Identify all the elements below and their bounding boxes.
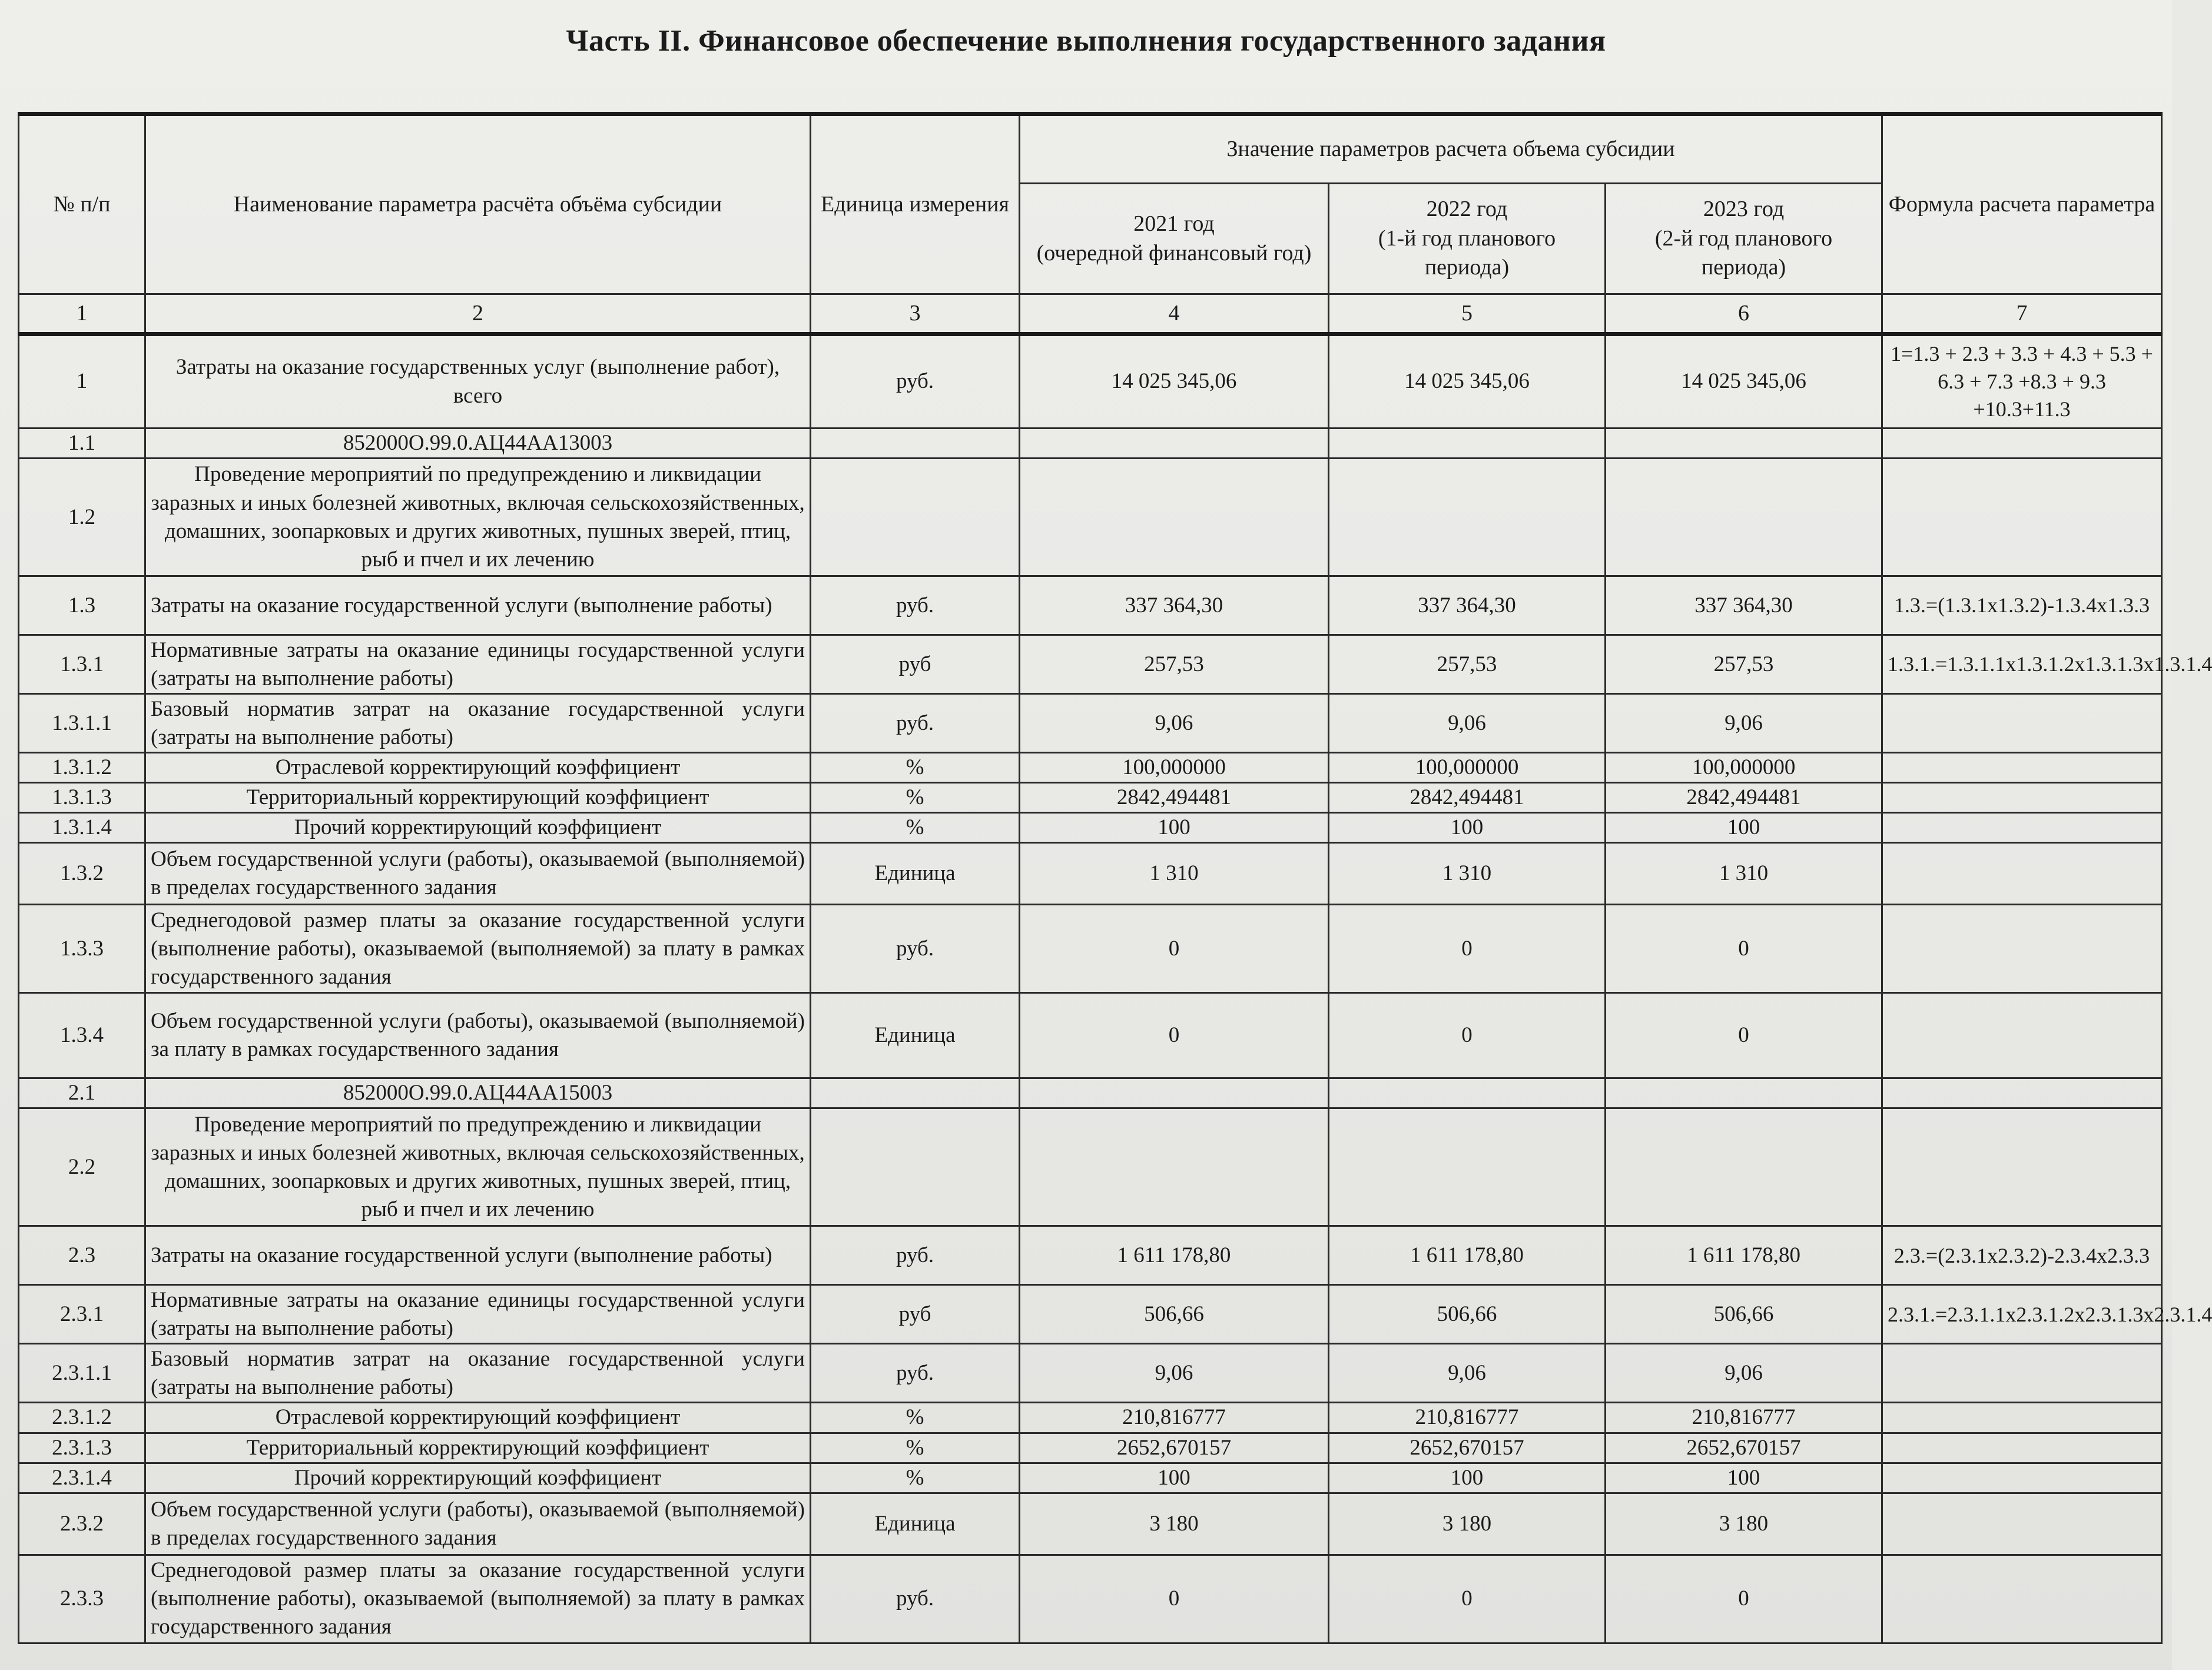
- value-2021-cell: 100: [1020, 1463, 1329, 1493]
- value-2023-cell: 9,06: [1606, 694, 1882, 753]
- header-formula: Формула расчета параметра: [1882, 114, 2162, 294]
- value-2023-cell: 337 364,30: [1606, 576, 1882, 635]
- header-year-2022: 2022 год (1-й год планового периода): [1329, 184, 1606, 294]
- parameter-name-cell: Территориальный корректирующий коэффициент: [145, 783, 811, 813]
- row-number-cell: 1.3.1.3: [19, 783, 145, 813]
- formula-cell: [1882, 1433, 2162, 1463]
- formula-cell: [1882, 1403, 2162, 1433]
- value-2021-cell: [1020, 429, 1329, 459]
- table-row: [19, 694, 2162, 753]
- formula-cell: [1882, 1463, 2162, 1493]
- value-2022-cell: 0: [1329, 905, 1606, 993]
- parameter-name-cell: Базовый норматив затрат на оказание государственной услуги (затраты на выполнение работы): [145, 1344, 811, 1403]
- value-2022-cell: 14 025 345,06: [1329, 334, 1606, 429]
- row-number-cell: 2.2: [19, 1108, 145, 1226]
- formula-cell: [1882, 1108, 2162, 1226]
- table-row: [19, 783, 2162, 813]
- row-number-cell: 1.3.1.1: [19, 694, 145, 753]
- row-number-cell: 1.3.2: [19, 843, 145, 905]
- value-2023-cell: 506,66: [1606, 1285, 1882, 1344]
- value-2023-cell: 14 025 345,06: [1606, 334, 1882, 429]
- value-2022-cell: 0: [1329, 1555, 1606, 1643]
- parameter-name-cell: Прочий корректирующий коэффициент: [145, 1463, 811, 1493]
- table-row: [19, 1344, 2162, 1403]
- column-number: 6: [1606, 294, 1882, 334]
- table-row: [19, 1078, 2162, 1108]
- table-row: [19, 993, 2162, 1078]
- value-2023-cell: 0: [1606, 993, 1882, 1078]
- unit-cell: [811, 459, 1020, 576]
- value-2022-cell: 9,06: [1329, 1344, 1606, 1403]
- unit-cell: %: [811, 783, 1020, 813]
- parameter-name-cell: Среднегодовой размер платы за оказание государственной услуги (выполнение работы), оказываемой (выполняемой) за плату в рамках государственного задания: [145, 905, 811, 993]
- table-row: [19, 1463, 2162, 1493]
- formula-cell: [1882, 1493, 2162, 1555]
- table-row: [19, 1226, 2162, 1285]
- unit-cell: %: [811, 1463, 1020, 1493]
- value-2022-cell: 0: [1329, 993, 1606, 1078]
- parameter-name-cell: Нормативные затраты на оказание единицы государственной услуги (затраты на выполнение работы): [145, 1285, 811, 1344]
- unit-cell: Единица: [811, 1493, 1020, 1555]
- formula-cell: 1.3.=(1.3.1х1.3.2)-1.3.4х1.3.3: [1882, 576, 2162, 635]
- unit-cell: %: [811, 813, 1020, 843]
- formula-cell: 2.3.=(2.3.1х2.3.2)-2.3.4х2.3.3: [1882, 1226, 2162, 1285]
- value-2023-cell: 9,06: [1606, 1344, 1882, 1403]
- column-number: 5: [1329, 294, 1606, 334]
- unit-cell: %: [811, 1403, 1020, 1433]
- formula-cell: [1882, 429, 2162, 459]
- value-2023-cell: 257,53: [1606, 635, 1882, 694]
- value-2022-cell: 9,06: [1329, 694, 1606, 753]
- formula-cell: [1882, 459, 2162, 576]
- unit-cell: руб.: [811, 905, 1020, 993]
- row-number-cell: 2.3.1.1: [19, 1344, 145, 1403]
- unit-cell: Единица: [811, 993, 1020, 1078]
- value-2022-cell: 2842,494481: [1329, 783, 1606, 813]
- value-2023-cell: 3 180: [1606, 1493, 1882, 1555]
- formula-cell: [1882, 905, 2162, 993]
- parameter-name-cell: Базовый норматив затрат на оказание государственной услуги (затраты на выполнение работы): [145, 694, 811, 753]
- parameter-name-cell: Затраты на оказание государственной услуги (выполнение работы): [145, 1226, 811, 1285]
- value-2023-cell: [1606, 429, 1882, 459]
- row-number-cell: 1.3.4: [19, 993, 145, 1078]
- value-2021-cell: 100,000000: [1020, 753, 1329, 783]
- value-2023-cell: 1 611 178,80: [1606, 1226, 1882, 1285]
- value-2021-cell: 9,06: [1020, 1344, 1329, 1403]
- parameter-name-cell: Отраслевой корректирующий коэффициент: [145, 1403, 811, 1433]
- value-2022-cell: 3 180: [1329, 1493, 1606, 1555]
- value-2022-cell: [1329, 1108, 1606, 1226]
- header-parameter-name: Наименование параметра расчёта объёма субсидии: [145, 114, 811, 294]
- unit-cell: [811, 1108, 1020, 1226]
- row-number-cell: 1.3: [19, 576, 145, 635]
- table-row: [19, 1285, 2162, 1344]
- table-row: [19, 905, 2162, 993]
- table-row: [19, 1555, 2162, 1643]
- parameter-name-cell: 852000О.99.0.АЦ44АА13003: [145, 429, 811, 459]
- value-2022-cell: [1329, 1078, 1606, 1108]
- unit-cell: %: [811, 753, 1020, 783]
- value-2022-cell: 210,816777: [1329, 1403, 1606, 1433]
- unit-cell: [811, 1078, 1020, 1108]
- value-2021-cell: 1 310: [1020, 843, 1329, 905]
- value-2021-cell: [1020, 1108, 1329, 1226]
- row-number-cell: 1.3.1.4: [19, 813, 145, 843]
- formula-cell: [1882, 813, 2162, 843]
- value-2022-cell: [1329, 429, 1606, 459]
- column-number: 3: [811, 294, 1020, 334]
- unit-cell: руб.: [811, 1344, 1020, 1403]
- value-2023-cell: [1606, 1078, 1882, 1108]
- value-2023-cell: 2652,670157: [1606, 1433, 1882, 1463]
- value-2021-cell: 210,816777: [1020, 1403, 1329, 1433]
- unit-cell: Единица: [811, 843, 1020, 905]
- unit-cell: руб.: [811, 1226, 1020, 1285]
- row-number-cell: 2.1: [19, 1078, 145, 1108]
- table-row: [19, 813, 2162, 843]
- value-2021-cell: 2652,670157: [1020, 1433, 1329, 1463]
- formula-cell: [1882, 783, 2162, 813]
- parameter-name-cell: Затраты на оказание государственных услуг (выполнение работ), всего: [145, 334, 811, 429]
- unit-cell: [811, 429, 1020, 459]
- value-2023-cell: [1606, 459, 1882, 576]
- unit-cell: %: [811, 1433, 1020, 1463]
- value-2023-cell: 2842,494481: [1606, 783, 1882, 813]
- value-2023-cell: 210,816777: [1606, 1403, 1882, 1433]
- row-number-cell: 1.3.3: [19, 905, 145, 993]
- table-row: [19, 576, 2162, 635]
- unit-cell: руб.: [811, 334, 1020, 429]
- value-2022-cell: 2652,670157: [1329, 1433, 1606, 1463]
- value-2021-cell: 0: [1020, 905, 1329, 993]
- unit-cell: руб.: [811, 694, 1020, 753]
- row-number-cell: 1.1: [19, 429, 145, 459]
- parameter-name-cell: Нормативные затраты на оказание единицы государственной услуги (затраты на выполнение работы): [145, 635, 811, 694]
- value-2021-cell: 3 180: [1020, 1493, 1329, 1555]
- value-2022-cell: 100,000000: [1329, 753, 1606, 783]
- header-number: № п/п: [19, 114, 145, 294]
- formula-cell: [1882, 1344, 2162, 1403]
- column-number: 4: [1020, 294, 1329, 334]
- formula-cell: 2.3.1.=2.3.1.1х2.3.1.2х2.3.1.3х2.3.1.4: [1882, 1285, 2162, 1344]
- value-2021-cell: [1020, 1078, 1329, 1108]
- formula-cell: [1882, 1078, 2162, 1108]
- row-number-cell: 2.3.1.4: [19, 1463, 145, 1493]
- unit-cell: руб.: [811, 1555, 1020, 1643]
- parameter-name-cell: Проведение мероприятий по предупреждению и ликвидации заразных и иных болезней животных, включая сельскохозяйственных, домашних, зоопарковых и других животных, пушных зверей, птиц, рыб и пчел и их лечению: [145, 459, 811, 576]
- parameter-name-cell: Объем государственной услуги (работы), оказываемой (выполняемой) в пределах государственного задания: [145, 843, 811, 905]
- value-2021-cell: 9,06: [1020, 694, 1329, 753]
- table-row: [19, 1433, 2162, 1463]
- table-row: [19, 1108, 2162, 1226]
- formula-cell: [1882, 1555, 2162, 1643]
- value-2021-cell: 1 611 178,80: [1020, 1226, 1329, 1285]
- page-title: Часть II. Финансовое обеспечение выполнения государственного задания: [566, 24, 1606, 58]
- column-number: 7: [1882, 294, 2162, 334]
- value-2021-cell: [1020, 459, 1329, 576]
- parameter-name-cell: Объем государственной услуги (работы), оказываемой (выполняемой) за плату в рамках государственного задания: [145, 993, 811, 1078]
- unit-cell: руб: [811, 1285, 1020, 1344]
- value-2023-cell: 100,000000: [1606, 753, 1882, 783]
- formula-cell: 1.3.1.=1.3.1.1х1.3.1.2х1.3.1.3х1.3.1.4: [1882, 635, 2162, 694]
- column-number: 2: [145, 294, 811, 334]
- header-values-group: Значение параметров расчета объема субсидии: [1020, 114, 1882, 184]
- row-number-cell: 2.3: [19, 1226, 145, 1285]
- header-year-2021: 2021 год (очередной финансовый год): [1020, 184, 1329, 294]
- table-row: [19, 1403, 2162, 1433]
- value-2022-cell: [1329, 459, 1606, 576]
- formula-cell: [1882, 993, 2162, 1078]
- parameter-name-cell: Проведение мероприятий по предупреждению и ликвидации заразных и иных болезней животных, включая сельскохозяйственных, домашних, зоопарковых и других животных, пушных зверей, птиц, рыб и пчел и их лечению: [145, 1108, 811, 1226]
- value-2023-cell: [1606, 1108, 1882, 1226]
- row-number-cell: 2.3.2: [19, 1493, 145, 1555]
- formula-cell: 1=1.3 + 2.3 + 3.3 + 4.3 + 5.3 + 6.3 + 7.3 +8.3 + 9.3 +10.3+11.3: [1882, 334, 2162, 429]
- row-number-cell: 1.3.1: [19, 635, 145, 694]
- table-row: [19, 334, 2162, 429]
- row-number-cell: 2.3.1.3: [19, 1433, 145, 1463]
- row-number-cell: 2.3.1.2: [19, 1403, 145, 1433]
- value-2023-cell: 0: [1606, 905, 1882, 993]
- parameter-name-cell: Объем государственной услуги (работы), оказываемой (выполняемой) в пределах государственного задания: [145, 1493, 811, 1555]
- subsidy-parameters-table: [18, 112, 2212, 1644]
- table-row: [19, 635, 2162, 694]
- table-row: [19, 459, 2162, 576]
- parameter-name-cell: Прочий корректирующий коэффициент: [145, 813, 811, 843]
- value-2021-cell: 2842,494481: [1020, 783, 1329, 813]
- value-2022-cell: 257,53: [1329, 635, 1606, 694]
- row-number-cell: 1.3.1.2: [19, 753, 145, 783]
- value-2022-cell: 337 364,30: [1329, 576, 1606, 635]
- value-2022-cell: 100: [1329, 813, 1606, 843]
- value-2023-cell: 100: [1606, 813, 1882, 843]
- unit-cell: руб: [811, 635, 1020, 694]
- value-2021-cell: 0: [1020, 993, 1329, 1078]
- formula-cell: [1882, 694, 2162, 753]
- value-2023-cell: 100: [1606, 1463, 1882, 1493]
- value-2022-cell: 1 611 178,80: [1329, 1226, 1606, 1285]
- value-2022-cell: 100: [1329, 1463, 1606, 1493]
- unit-cell: руб.: [811, 576, 1020, 635]
- value-2022-cell: 1 310: [1329, 843, 1606, 905]
- row-number-cell: 2.3.1: [19, 1285, 145, 1344]
- parameter-name-cell: 852000О.99.0.АЦ44АА15003: [145, 1078, 811, 1108]
- value-2021-cell: 100: [1020, 813, 1329, 843]
- value-2022-cell: 506,66: [1329, 1285, 1606, 1344]
- value-2021-cell: 14 025 345,06: [1020, 334, 1329, 429]
- table-row: [19, 753, 2162, 783]
- value-2021-cell: 337 364,30: [1020, 576, 1329, 635]
- parameter-name-cell: Среднегодовой размер платы за оказание государственной услуги (выполнение работы), оказываемой (выполняемой) за плату в рамках государственного задания: [145, 1555, 811, 1643]
- parameter-name-cell: Территориальный корректирующий коэффициент: [145, 1433, 811, 1463]
- parameter-name-cell: Затраты на оказание государственной услуги (выполнение работы): [145, 576, 811, 635]
- value-2021-cell: 0: [1020, 1555, 1329, 1643]
- table-row: [19, 1493, 2162, 1555]
- value-2021-cell: 506,66: [1020, 1285, 1329, 1344]
- value-2021-cell: 257,53: [1020, 635, 1329, 694]
- column-number: 1: [19, 294, 145, 334]
- row-number-cell: 2.3.3: [19, 1555, 145, 1643]
- table-row: [19, 843, 2162, 905]
- row-number-cell: 1: [19, 334, 145, 429]
- parameter-name-cell: Отраслевой корректирующий коэффициент: [145, 753, 811, 783]
- formula-cell: [1882, 843, 2162, 905]
- value-2023-cell: 1 310: [1606, 843, 1882, 905]
- header-year-2023: 2023 год (2-й год планового периода): [1606, 184, 1882, 294]
- formula-cell: [1882, 753, 2162, 783]
- row-number-cell: 1.2: [19, 459, 145, 576]
- value-2023-cell: 0: [1606, 1555, 1882, 1643]
- header-unit: Единица измерения: [811, 114, 1020, 294]
- table-row: [19, 429, 2162, 459]
